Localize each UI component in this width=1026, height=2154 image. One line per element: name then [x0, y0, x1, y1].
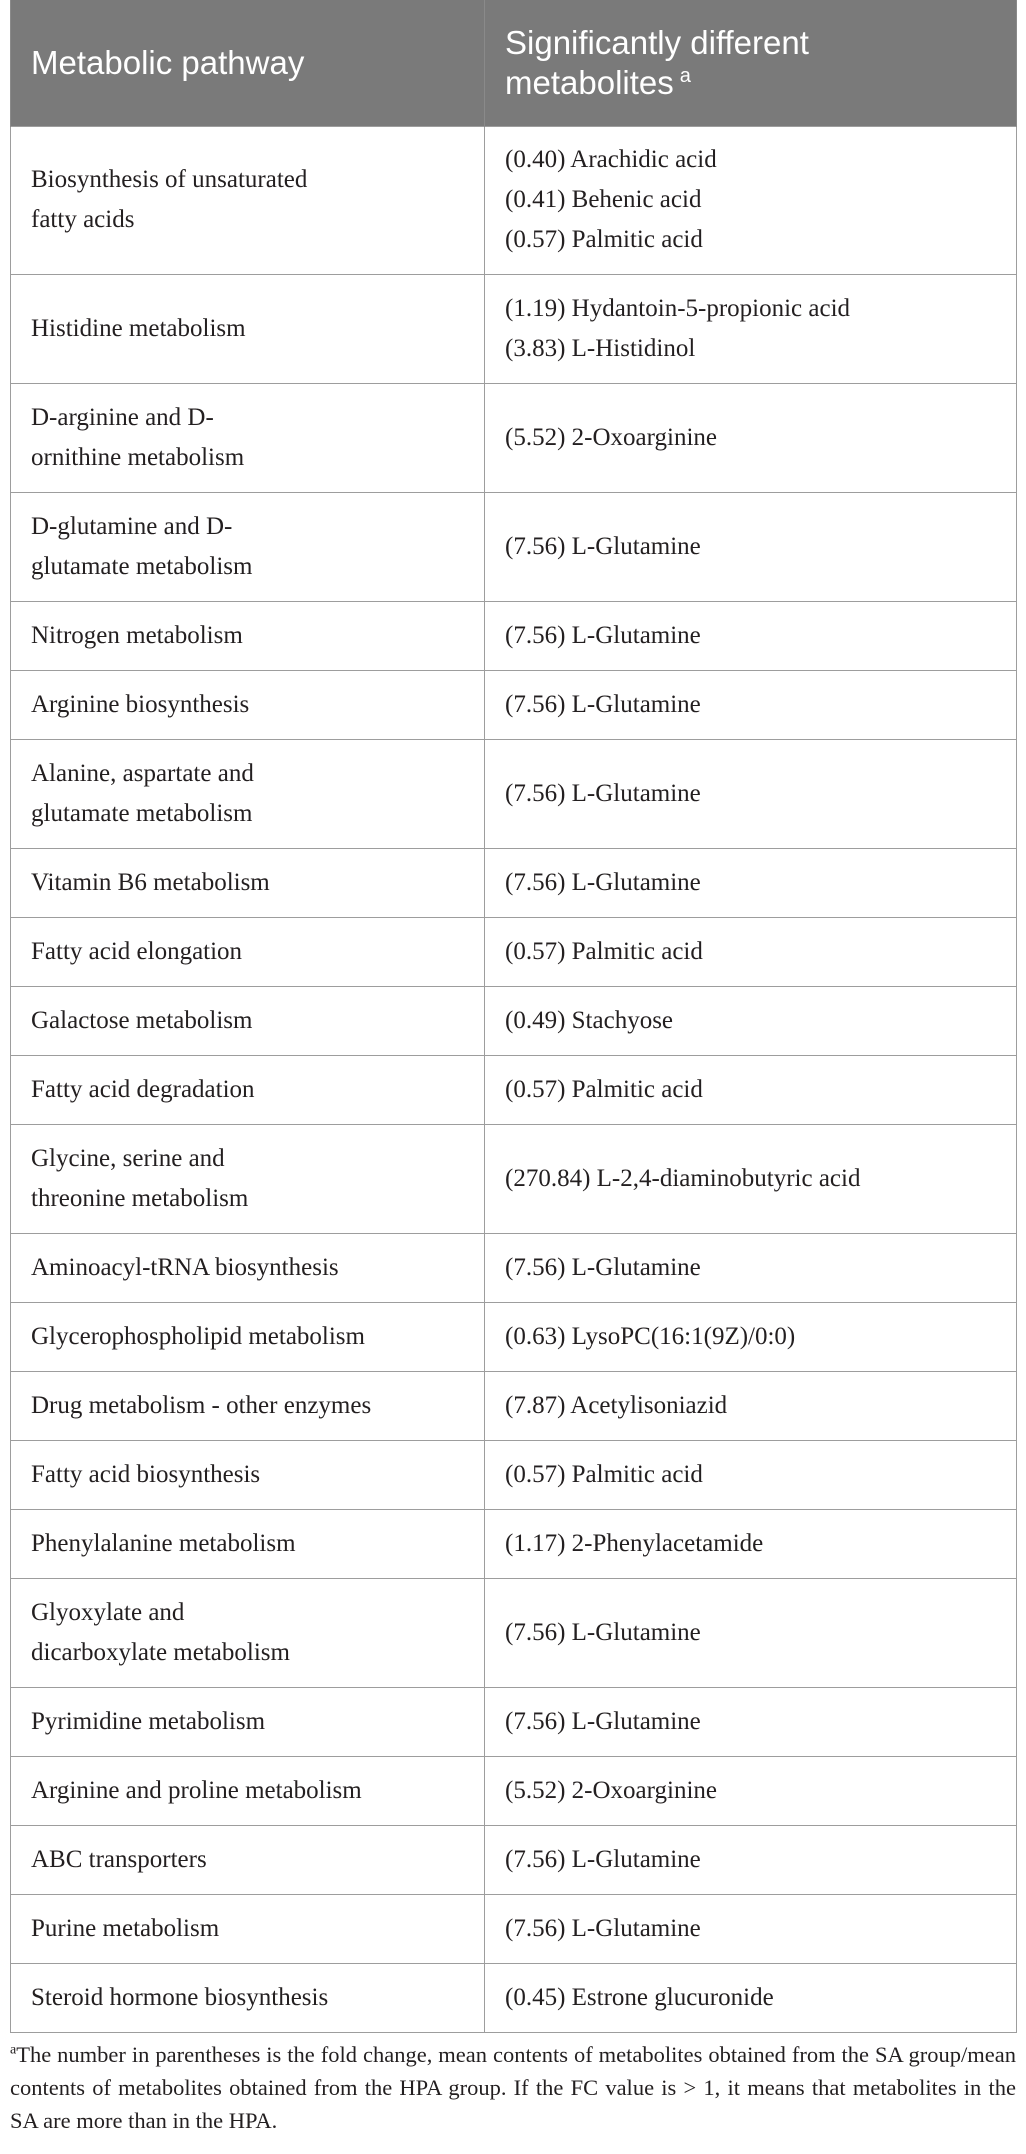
- header-row: [11, 0, 1017, 126]
- header-significantly-different-metabolites: [485, 0, 1017, 126]
- pathway-text: Nitrogen metabolism: [31, 621, 243, 649]
- metabolite-text: (5.52) 2-Oxoarginine: [505, 423, 717, 451]
- pathway-text: Histidine metabolism: [31, 314, 246, 342]
- pathway-text: fatty acids: [31, 206, 135, 233]
- metabolites-cell: [485, 986, 1017, 1055]
- metabolites-cell: [485, 1825, 1017, 1894]
- pathway-text: D-arginine and D-: [31, 403, 214, 431]
- pathway-text: ornithine metabolism: [31, 443, 245, 471]
- pathway-text: Fatty acid elongation: [31, 937, 243, 965]
- metabolites-cell: [485, 1233, 1017, 1302]
- header-col1-label: Metabolic pathway: [31, 43, 305, 81]
- header-col2-line2: metabolites: [505, 63, 674, 101]
- pathway-text: Fatty acid degradation: [31, 1075, 255, 1103]
- pathway-cell: [11, 492, 485, 601]
- pathway-cell: [11, 1825, 485, 1894]
- pathway-cell: [11, 1233, 485, 1302]
- table-row: [11, 739, 1017, 848]
- pathway-cell: [11, 917, 485, 986]
- table-row: [11, 1756, 1017, 1825]
- pathway-text: dicarboxylate metabolism: [31, 1638, 290, 1666]
- metabolite-text: (0.57) Palmitic acid: [505, 1075, 703, 1103]
- pathway-text: Biosynthesis of unsaturated: [31, 166, 308, 193]
- table-row: [11, 1371, 1017, 1440]
- table-row: [11, 492, 1017, 601]
- pathway-cell: [11, 1509, 485, 1578]
- pathway-text: Aminoacyl-tRNA biosynthesis: [31, 1253, 339, 1281]
- metabolite-text: (0.49) Stachyose: [505, 1006, 674, 1034]
- pathway-text: Glyoxylate and: [31, 1598, 185, 1626]
- metabolites-cell: [485, 1055, 1017, 1124]
- pathway-cell: [11, 383, 485, 492]
- metabolites-cell: [485, 601, 1017, 670]
- metabolites-cell: [485, 917, 1017, 986]
- pathway-text: D-glutamine and D-: [31, 512, 233, 540]
- metabolite-text: (0.63) LysoPC(16:1(9Z)/0:0): [505, 1322, 796, 1350]
- metabolites-cell: [485, 1894, 1017, 1963]
- pathway-cell: [11, 848, 485, 917]
- table-row: [11, 1963, 1017, 2032]
- metabolites-cell: [485, 1440, 1017, 1509]
- metabolites-cell: [485, 492, 1017, 601]
- metabolite-text: (0.57) Palmitic acid: [505, 226, 703, 253]
- table-row: [11, 670, 1017, 739]
- pathway-cell: [11, 670, 485, 739]
- table-row: [11, 1825, 1017, 1894]
- pathway-cell: [11, 1756, 485, 1825]
- metabolites-cell: [485, 848, 1017, 917]
- table-header: [11, 0, 1017, 126]
- pathway-text: Arginine and proline metabolism: [31, 1776, 362, 1804]
- metabolite-text: (7.56) L-Glutamine: [505, 690, 701, 718]
- metabolites-cell: [485, 1302, 1017, 1371]
- header-footnote-marker: a: [679, 64, 691, 87]
- table-row: [11, 1578, 1017, 1687]
- metabolite-text: (0.57) Palmitic acid: [505, 937, 703, 965]
- metabolites-cell: [485, 670, 1017, 739]
- pathway-text: Purine metabolism: [31, 1914, 220, 1942]
- pathway-text: Glycine, serine and: [31, 1144, 225, 1172]
- table-row: [11, 917, 1017, 986]
- metabolites-cell: [485, 739, 1017, 848]
- pathway-cell: [11, 126, 485, 274]
- metabolite-text: (7.56) L-Glutamine: [505, 1253, 701, 1281]
- metabolite-text: (7.56) L-Glutamine: [505, 1618, 701, 1646]
- pathway-cell: [11, 1055, 485, 1124]
- metabolite-text: (0.41) Behenic acid: [505, 186, 702, 213]
- metabolites-cell: [485, 1578, 1017, 1687]
- metabolites-cell: [485, 1509, 1017, 1578]
- metabolite-text: (7.56) L-Glutamine: [505, 1845, 701, 1873]
- table-row: [11, 986, 1017, 1055]
- pathway-cell: [11, 1687, 485, 1756]
- metabolites-cell: [485, 1371, 1017, 1440]
- table-row: [11, 383, 1017, 492]
- metabolite-text: (7.56) L-Glutamine: [505, 532, 701, 560]
- pathway-text: Pyrimidine metabolism: [31, 1707, 266, 1735]
- pathway-text: Phenylalanine metabolism: [31, 1529, 296, 1557]
- metabolite-text: (1.19) Hydantoin-5-propionic acid: [505, 294, 851, 322]
- table-row: [11, 1233, 1017, 1302]
- pathway-cell: [11, 1440, 485, 1509]
- footnote-text: The number in parentheses is the fold change, mean contents of metabolites obtained from the SA group/mean contents of metabolites obtained from the HPA group. If the FC value is > 1, it means that metabolites in the SA are more than in the HPA.: [10, 2042, 1016, 2133]
- metabolites-cell: [485, 126, 1017, 274]
- metabolic-pathway-table: [10, 0, 1017, 2033]
- header-metabolic-pathway: [11, 0, 485, 126]
- pathway-cell: [11, 739, 485, 848]
- metabolite-text: (0.40) Arachidic acid: [505, 146, 717, 173]
- table-row: [11, 848, 1017, 917]
- table-row: [11, 1440, 1017, 1509]
- metabolites-cell: [485, 274, 1017, 383]
- metabolites-cell: [485, 383, 1017, 492]
- pathway-cell: [11, 1578, 485, 1687]
- metabolite-text: (7.56) L-Glutamine: [505, 1914, 701, 1942]
- metabolite-text: (0.45) Estrone glucuronide: [505, 1983, 774, 2011]
- metabolite-text: (270.84) L-2,4-diaminobutyric acid: [505, 1164, 861, 1192]
- pathway-cell: [11, 1894, 485, 1963]
- metabolite-text: (0.57) Palmitic acid: [505, 1460, 703, 1488]
- pathway-text: Steroid hormone biosynthesis: [31, 1983, 329, 2011]
- pathway-text: Arginine biosynthesis: [31, 690, 250, 718]
- metabolites-cell: [485, 1124, 1017, 1233]
- pathway-text: Drug metabolism - other enzymes: [31, 1391, 372, 1419]
- pathway-text: Galactose metabolism: [31, 1006, 253, 1034]
- table-row: [11, 1894, 1017, 1963]
- table-row: [11, 1509, 1017, 1578]
- pathway-cell: [11, 1124, 485, 1233]
- metabolite-text: (3.83) L-Histidinol: [505, 334, 696, 362]
- pathway-cell: [11, 1302, 485, 1371]
- pathway-text: glutamate metabolism: [31, 799, 253, 827]
- pathway-cell: [11, 1963, 485, 2032]
- table-row: [11, 274, 1017, 383]
- table-row: [11, 126, 1017, 274]
- footnote-marker: a: [10, 2042, 17, 2058]
- header-col2-line1: Significantly different: [505, 23, 809, 61]
- pathway-text: Vitamin B6 metabolism: [31, 868, 270, 896]
- pathway-cell: [11, 274, 485, 383]
- metabolite-text: (7.56) L-Glutamine: [505, 779, 701, 807]
- metabolites-cell: [485, 1756, 1017, 1825]
- table-body: [11, 126, 1017, 2032]
- pathway-text: glutamate metabolism: [31, 552, 253, 580]
- metabolite-text: (5.52) 2-Oxoarginine: [505, 1776, 717, 1804]
- metabolite-text: (1.17) 2-Phenylacetamide: [505, 1529, 764, 1557]
- pathway-text: Alanine, aspartate and: [31, 759, 254, 787]
- pathway-text: threonine metabolism: [31, 1184, 249, 1212]
- metabolites-cell: [485, 1963, 1017, 2032]
- metabolite-text: (7.87) Acetylisoniazid: [505, 1391, 728, 1419]
- metabolites-cell: [485, 1687, 1017, 1756]
- table-row: [11, 1302, 1017, 1371]
- pathway-text: Glycerophospholipid metabolism: [31, 1322, 365, 1350]
- pathway-cell: [11, 986, 485, 1055]
- table-footnote: [10, 2038, 1016, 2137]
- table-row: [11, 1124, 1017, 1233]
- metabolite-text: (7.56) L-Glutamine: [505, 1707, 701, 1735]
- metabolite-text: (7.56) L-Glutamine: [505, 868, 701, 896]
- pathway-text: ABC transporters: [31, 1845, 207, 1873]
- table-row: [11, 1687, 1017, 1756]
- pathway-cell: [11, 601, 485, 670]
- table-row: [11, 601, 1017, 670]
- metabolites-table-container: [10, 0, 1016, 2033]
- table-row: [11, 1055, 1017, 1124]
- metabolite-text: (7.56) L-Glutamine: [505, 621, 701, 649]
- pathway-cell: [11, 1371, 485, 1440]
- pathway-text: Fatty acid biosynthesis: [31, 1460, 261, 1488]
